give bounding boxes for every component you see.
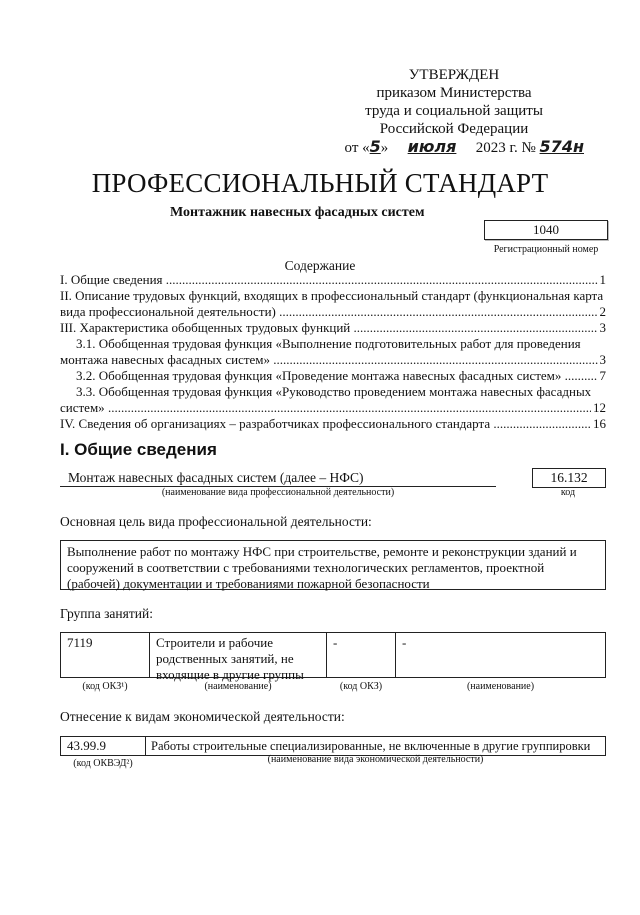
okz-code-caption-2: (код ОКЗ) [339, 681, 383, 692]
registration-number-box: 1040 [484, 220, 608, 240]
registration-number-label: Регистрационный номер [493, 244, 599, 255]
okz-code-1: 7119 [60, 632, 150, 678]
toc-item[interactable]: 3.3. Обобщенная трудовая функция «Руководство проведением монтажа навесных фасадных [76, 384, 592, 399]
toc-item-continuation: вида профессиональной деятельности) ..... 2 [60, 304, 606, 320]
toc-item-continuation: систем» ..... 12 [60, 400, 606, 416]
toc-item[interactable]: 3.2. Обобщенная трудовая функция «Проведение монтажа навесных фасадных систем» ..... 7 [60, 368, 606, 384]
approval-line-1: УТВЕРЖДЕН [408, 67, 500, 83]
toc-list [60, 272, 606, 432]
goal-label: Основная цель вида профессиональной деятельности: [60, 514, 372, 529]
okz-name-caption-2: (наименование) [466, 681, 535, 692]
activity-name: Монтаж навесных фасадных систем (далее – НФС) [60, 470, 496, 487]
approval-day: 5 [369, 137, 381, 156]
approval-line-3: труда и социальной защиты [365, 103, 543, 119]
okz-code-caption: (код ОКЗ¹) [82, 681, 128, 692]
approval-line-2: приказом Министерства [376, 85, 532, 101]
okved-name: Работы строительные специализированные, не включенные в другие группировки [145, 736, 606, 756]
okz-name-2: - [395, 632, 606, 678]
okved-code: 43.99.9 [60, 736, 146, 756]
goal-text: Выполнение работ по монтажу НФС при строительстве, ремонте и реконструкции зданий и сооружений в соответствии с требованиями технологических регламентов, проектной (рабочей) документации и требованиями пожарной безопасности [60, 540, 606, 590]
okz-code-2: - [326, 632, 396, 678]
document-subtitle: Монтажник навесных фасадных систем [170, 205, 425, 220]
toc-item-continuation: монтажа навесных фасадных систем» ..... 3 [60, 352, 606, 368]
okz-name-caption: (наименование) [204, 681, 272, 692]
approval-number: 574н [539, 137, 584, 156]
occupations-label: Группа занятий: [60, 606, 153, 621]
toc-item[interactable]: III. Характеристика обобщенных трудовых функций ..... 3 [60, 320, 606, 336]
activity-code-caption: код [560, 487, 576, 498]
approval-line-4: Российской Федерации [379, 121, 529, 137]
okved-name-caption: (наименование вида экономической деятельности) [267, 754, 484, 765]
activity-name-caption: (наименование вида профессиональной деятельности) [161, 487, 395, 498]
document-title: ПРОФЕССИОНАЛЬНЫЙ СТАНДАРТ [91, 168, 549, 198]
toc-title: Содержание [284, 258, 356, 273]
approval-block [324, 66, 584, 157]
toc-item[interactable]: II. Описание трудовых функций, входящих в профессиональный стандарт (функциональная карта [60, 288, 604, 303]
approval-date-line: от «5» июля 2023 г. № 574н [344, 137, 584, 156]
toc-item[interactable]: 3.1. Обобщенная трудовая функция «Выполнение подготовительных работ для проведения [76, 336, 581, 351]
approval-month: июля [407, 137, 457, 156]
economic-label: Отнесение к видам экономической деятельности: [60, 709, 345, 724]
okz-name-1: Строители и рабочие родственных занятий, не входящие в другие группы [149, 632, 327, 678]
toc-item[interactable]: IV. Сведения об организациях – разработчиках профессионального стандарта ..... 16 [60, 416, 606, 432]
activity-code-box: 16.132 [532, 468, 606, 488]
section-heading: I. Общие сведения [60, 440, 217, 459]
okved-code-caption: (код ОКВЭД²) [73, 758, 133, 769]
toc-item[interactable]: I. Общие сведения ..... 1 [60, 272, 606, 288]
